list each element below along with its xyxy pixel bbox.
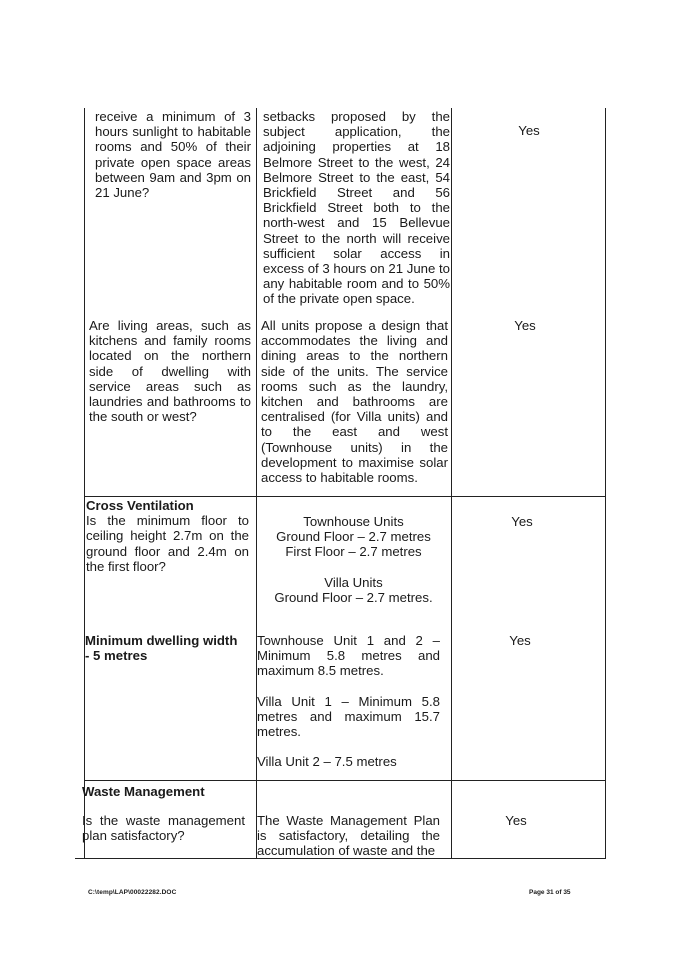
- row2-answer: [261, 318, 448, 485]
- row1-answer-text: setbacks proposed by the subject application, the adjoining properties at 18 Belmore Street to the west, 24 Belmore Street to the east, 54 Brickfield Street and 56 Brickfield Street both to the north-west and 15 Bellevue Street to the north will receive sufficient solar access in excess of 3 hours on 21 June to any habitable room and to 50% of the private open space.: [263, 109, 450, 307]
- answer-line: Ground Floor – 2.7 metres: [276, 529, 431, 545]
- row2-result: Yes: [514, 318, 536, 333]
- table-rule-1: [84, 496, 606, 497]
- footer-file-path: C:\temp\LAP\00022282.DOC: [88, 889, 177, 896]
- answer-line: Villa Units: [324, 574, 383, 590]
- answer-spacer: [257, 739, 440, 754]
- table-border-right: [605, 108, 606, 858]
- answer-line: Ground Floor – 2.7 metres.: [274, 589, 433, 605]
- answer-spacer: [257, 679, 440, 694]
- row3-result: Yes: [511, 514, 533, 529]
- row1-result: Yes: [518, 123, 540, 138]
- waste-management-heading: Waste Management: [82, 784, 205, 799]
- table-rule-2: [84, 780, 606, 781]
- row3-answer: [257, 514, 450, 605]
- footer-page-number: Page 31 of 35: [529, 889, 571, 896]
- answer-spacer: [257, 560, 450, 575]
- row2-question-text: Are living areas, such as kitchens and family rooms located on the northern side of dwelling with service areas such as laundries and bathrooms to the south or west?: [89, 318, 251, 425]
- answer-paragraph: Villa Unit 2 – 7.5 metres: [257, 754, 397, 770]
- row2-question: [89, 318, 251, 424]
- row1-question: [95, 109, 251, 200]
- answer-line: First Floor – 2.7 metres: [285, 544, 422, 560]
- answer-line: Townhouse Units: [303, 514, 404, 529]
- row1-answer: [263, 109, 450, 307]
- minimum-dwelling-width-heading: Minimum dwelling width - 5 metres: [85, 633, 238, 664]
- row3-question: Is the minimum floor to ceiling height 2.7m on the ground floor and 2.4m on the first floor?: [86, 513, 249, 574]
- row4-answer: [257, 633, 440, 769]
- row1-question-text: receive a minimum of 3 hours sunlight to habitable rooms and 50% of their private open space areas between 9am and 3pm on 21 June?: [95, 109, 251, 201]
- row3-question-cell: [86, 498, 249, 574]
- cross-ventilation-heading: Cross Ventilation: [86, 498, 194, 513]
- row5-question: Is the waste management plan satisfactory?: [82, 813, 245, 844]
- answer-paragraph: Villa Unit 1 – Minimum 5.8 metres and maximum 15.7 metres.: [257, 693, 440, 740]
- row4-result: Yes: [509, 633, 531, 648]
- table-border-mid2: [451, 108, 452, 858]
- answer-paragraph: Townhouse Unit 1 and 2 – Minimum 5.8 metres and maximum 8.5 metres.: [257, 633, 440, 679]
- row5-result: Yes: [505, 813, 527, 828]
- table-border-left: [84, 108, 85, 858]
- row2-answer-text: All units propose a design that accommodates the living and dining areas to the northern side of the units. The service rooms such as the laundry, kitchen and bathrooms are centralised (for Villa units) and to the east and west (Townhouse units) in the development to maximise solar access to habitable rooms.: [261, 318, 448, 486]
- row5-answer: The Waste Management Plan is satisfactory, detailing the accumulation of waste and the: [257, 813, 440, 859]
